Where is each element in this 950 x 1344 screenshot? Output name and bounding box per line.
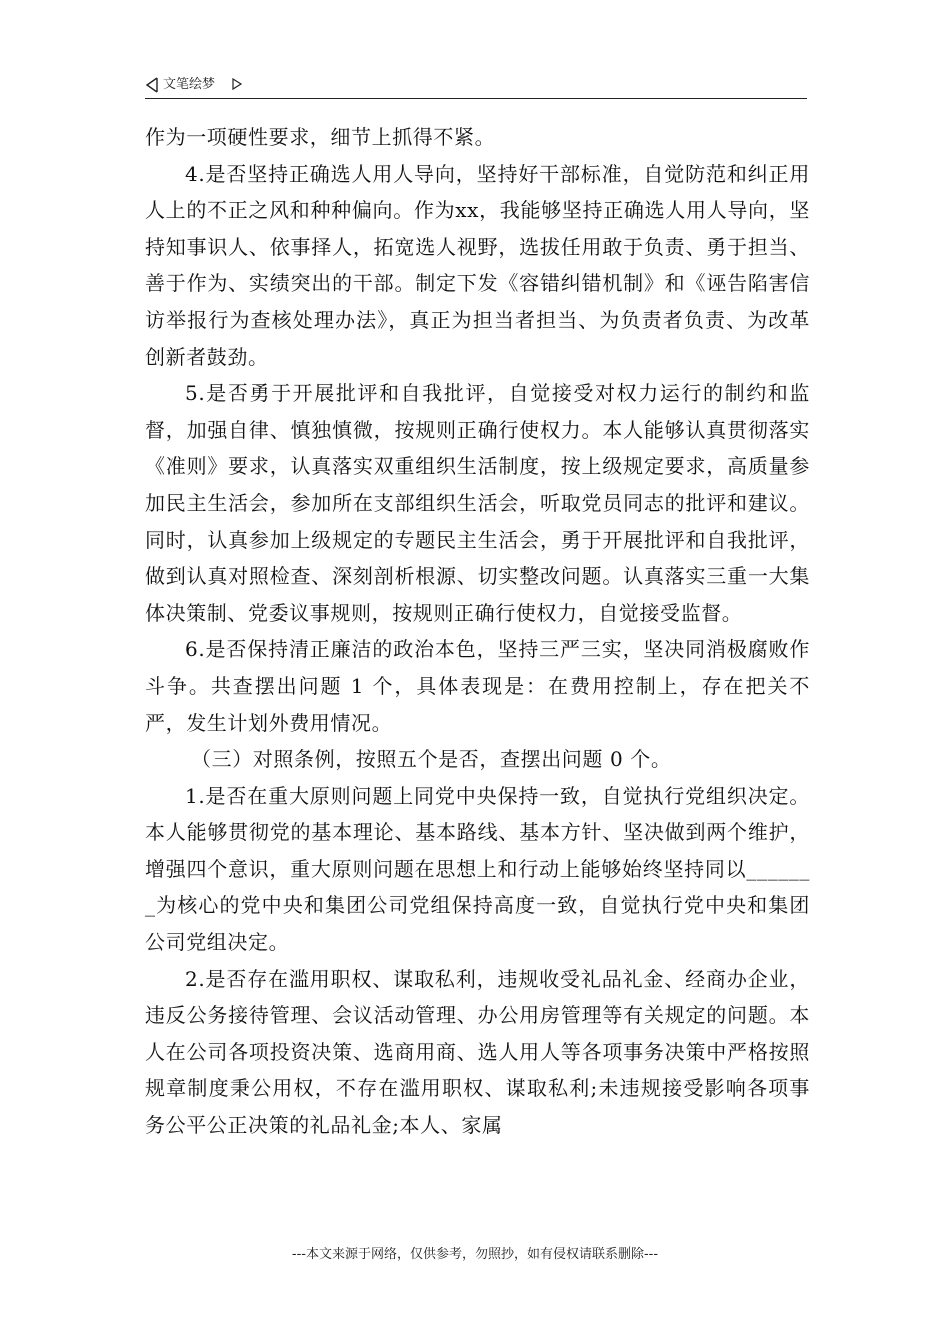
section-heading-3: （三）对照条例，按照五个是否，查摆出问题 0 个。 <box>191 747 672 772</box>
page-header <box>145 74 807 99</box>
triangle-left-icon <box>145 76 159 94</box>
paragraph-item-2: 2.是否存在滥用职权、谋取私利，违规收受礼品礼金、经商办企业，违反公务接待管理、会议活动管理、办公用房管理等有关规定的问题。本人在公司各项投资决策、选商用商、选人用人等各项事务决策中严格按照规章制度秉公用权，不存在滥用职权、谋取私利;未违规接受影响各项事务公平公正决策的礼品礼金;本人、家属 <box>145 966 810 1138</box>
page-footer: ---本文来源于网络，仅供参考，勿照抄，如有侵权请联系删除--- <box>291 1247 659 1262</box>
paragraph-item-4: 4.是否坚持正确选人用人导向，坚持好干部标准，自觉防范和纠正用人上的不正之风和种种偏向。作为xx，我能够坚持正确选人用人导向，坚持知事识人、依事择人，拓宽选人视野，选拔任用敢于负责、勇于担当、善于作为、实绩突出的干部。制定下发《容错纠错机制》和《诬告陷害信访举报行为查核处理办法》，真正为担当者担当、为负责者负责、为改革创新者鼓劲。 <box>145 161 810 369</box>
paragraph-item-6: 6.是否保持清正廉洁的政治本色，坚持三严三实，坚决同消极腐败作斗争。共查摆出问题 1 个，具体表现是：在费用控制上，存在把关不严，发生计划外费用情况。 <box>145 637 810 735</box>
paragraph-item-5: 5.是否勇于开展批评和自我批评，自觉接受对权力运行的制约和监督，加强自律、慎独慎微，按规则正确行使权力。本人能够认真贯彻落实《准则》要求，认真落实双重组织生活制度，按上级规定要求，高质量参加民主生活会，参加所在支部组织生活会，听取党员同志的批评和建议。同时，认真参加上级规定的专题民主生活会，勇于开展批评和自我批评，做到认真对照检查、深刻剖析根源、切实整改问题。认真落实三重一大集体决策制、党委议事规则，按规则正确行使权力，自觉接受监督。 <box>145 381 810 625</box>
triangle-right-icon <box>231 77 243 91</box>
header-title: 文笔绘梦 <box>163 77 216 92</box>
paragraph-item-1: 1.是否在重大原则问题上同党中央保持一致，自觉执行党组织决定。本人能够贯彻党的基本理论、基本路线、基本方针、坚决做到两个维护，增强四个意识，重大原则问题在思想上和行动上能够始终坚持同以_______为核心的党中央和集团公司党组保持高度一致，自觉执行党中央和集团公司党组决定。 <box>145 783 810 955</box>
document-body <box>145 119 810 1144</box>
paragraph-continuation: 作为一项硬性要求，细节上抓得不紧。 <box>145 125 496 149</box>
